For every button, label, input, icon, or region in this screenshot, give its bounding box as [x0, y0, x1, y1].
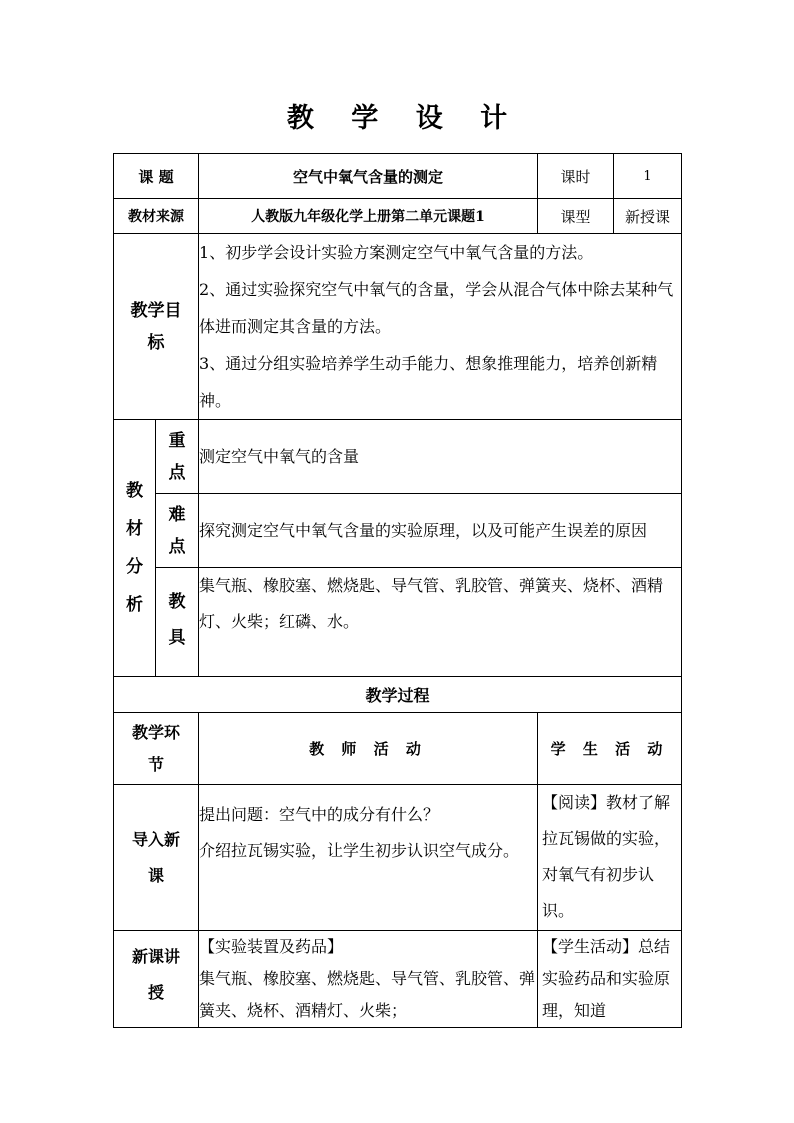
- student-activity: 【学生活动】总结实验药品和实验原理，知道: [538, 931, 682, 1028]
- tools-row: [114, 568, 682, 677]
- teacher-activity: [199, 785, 538, 931]
- teacher-activity: [199, 931, 538, 1028]
- type-label: 课型: [538, 199, 614, 234]
- key-point-row: [114, 420, 682, 494]
- type-value: 新授课: [614, 199, 682, 234]
- lesson-plan-table: [113, 153, 682, 1028]
- difficulty-row: [114, 494, 682, 568]
- analysis-label: 教材分析: [114, 420, 156, 677]
- objective-item: 3、通过分组实验培养学生动手能力、想象推理能力，培养创新精神。: [199, 354, 658, 410]
- difficulty-label: 难点: [156, 494, 199, 568]
- key-point-text: 测定空气中氧气的含量: [199, 420, 682, 494]
- lesson-topic: 空气中氧气含量的测定: [199, 154, 538, 199]
- teacher-activity-line: 介绍拉瓦锡实验，让学生初步认识空气成分。: [199, 841, 520, 860]
- tools-label: 教具: [156, 568, 199, 677]
- phase-name: 导入新课: [114, 785, 199, 931]
- teacher-column-header: 教 师 活 动: [199, 713, 538, 785]
- objective-item: 1、初步学会设计实验方案测定空气中氧气含量的方法。: [199, 243, 594, 262]
- topic-label: 课 题: [114, 154, 199, 199]
- period-value: 1: [614, 154, 682, 199]
- teacher-activity-line: 集气瓶、橡胶塞、燃烧匙、导气管、乳胶管、弹簧夹、烧杯、酒精灯、火柴；: [199, 969, 536, 1020]
- phase-name: 新课讲授: [114, 931, 199, 1028]
- student-activity: 【阅读】教材了解拉瓦锡做的实验，对氧气有初步认识。: [538, 785, 682, 931]
- phase-column-header: 教学环节: [114, 713, 199, 785]
- teacher-activity-line: 【实验装置及药品】: [199, 937, 344, 956]
- process-columns-row: [114, 713, 682, 785]
- process-row: [114, 931, 682, 1028]
- topic-row: [114, 154, 682, 199]
- source-row: [114, 199, 682, 234]
- source-label: 教材来源: [114, 199, 199, 234]
- objectives-row: [114, 234, 682, 420]
- document-title: 教 学 设 计: [286, 103, 522, 134]
- period-label: 课时: [538, 154, 614, 199]
- process-label: 教学过程: [114, 677, 682, 713]
- student-column-header: 学 生 活 动: [538, 713, 682, 785]
- textbook-source: 人教版九年级化学上册第二单元课题1: [199, 199, 538, 234]
- tools-text: 集气瓶、橡胶塞、燃烧匙、导气管、乳胶管、弹簧夹、烧杯、酒精灯、火柴；红磷、水。: [199, 568, 682, 677]
- process-row: [114, 785, 682, 931]
- key-point-label: 重点: [156, 420, 199, 494]
- teacher-activity-line: 提出问题：空气中的成分有什么？: [199, 805, 440, 824]
- objective-item: 2、通过实验探究空气中氧气的含量，学会从混合气体中除去某种气体进而测定其含量的方法。: [199, 280, 674, 336]
- difficulty-text: 探究测定空气中氧气含量的实验原理，以及可能产生误差的原因: [199, 494, 682, 568]
- process-header-row: [114, 677, 682, 713]
- objectives-label: 教学目标: [114, 234, 199, 420]
- objectives-list: [199, 234, 682, 420]
